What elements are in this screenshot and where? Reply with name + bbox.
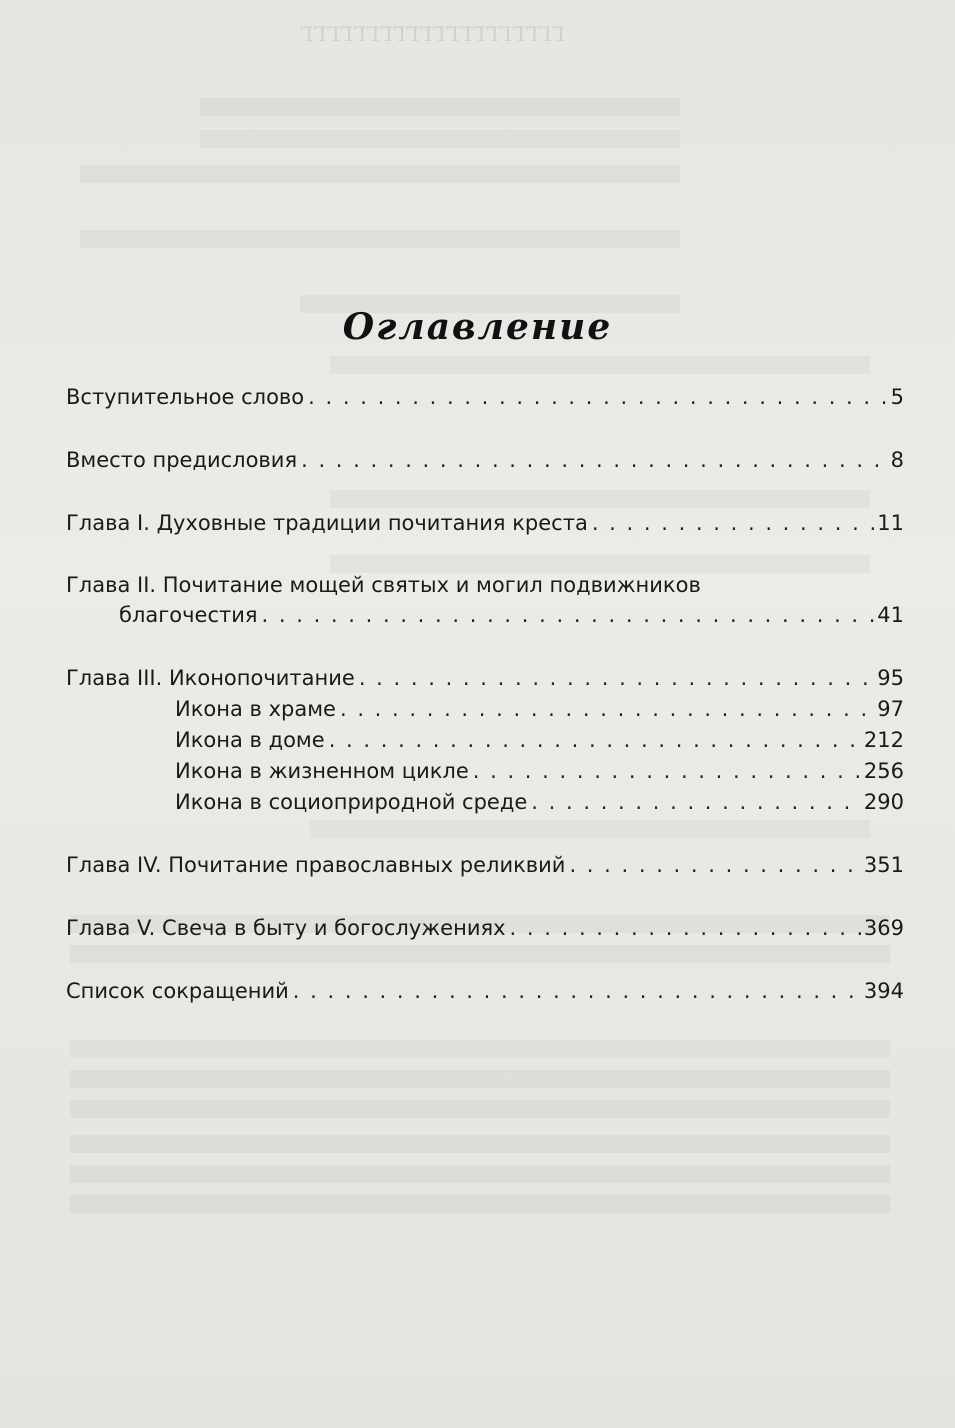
toc-entry[interactable] <box>66 850 904 880</box>
toc-entry-label: Икона в доме <box>175 728 325 752</box>
toc-page-number: 369 <box>863 916 904 940</box>
page-title: Оглавление <box>342 306 613 348</box>
toc-subentry[interactable] <box>175 756 904 786</box>
toc-page-number: 11 <box>877 511 904 535</box>
leader-dots <box>510 913 862 943</box>
toc-page-number: 212 <box>863 728 904 752</box>
toc-entry-label: Глава V. Свеча в быту и богослужениях <box>66 916 506 940</box>
toc-page-number: 290 <box>863 790 904 814</box>
toc-subentry[interactable] <box>175 787 904 817</box>
leader-dots <box>308 382 888 412</box>
toc-page-number: 95 <box>877 666 904 690</box>
toc-entry[interactable] <box>66 445 904 475</box>
toc-page-number: 41 <box>877 603 904 627</box>
toc-entry[interactable] <box>66 913 904 943</box>
toc-entry-label-line1[interactable]: Глава II. Почитание мощей святых и могил подвижников <box>66 573 701 597</box>
toc-page-number: 5 <box>890 385 904 409</box>
leader-dots <box>359 663 875 693</box>
toc-page-number: 256 <box>863 759 904 783</box>
bleed-through-text: ГГГГГГГГГГГГГГГГГГГГ <box>0 0 955 1428</box>
leader-dots <box>301 445 889 475</box>
leader-dots <box>531 787 862 817</box>
toc-entry-label: Глава I. Духовные традиции почитания креста <box>66 511 588 535</box>
leader-dots <box>473 756 862 786</box>
leader-dots <box>569 850 861 880</box>
toc-page-number: 97 <box>877 697 904 721</box>
toc-entry-label: Икона в социоприродной среде <box>175 790 528 814</box>
toc-entry[interactable] <box>66 976 904 1006</box>
toc-page-number: 8 <box>890 448 904 472</box>
leader-dots <box>592 508 875 538</box>
toc-entry-label: Икона в храме <box>175 697 336 721</box>
toc-page-number: 394 <box>863 979 904 1003</box>
toc-entry-label: Икона в жизненном цикле <box>175 759 469 783</box>
toc-entry-label: Глава III. Иконопочитание <box>66 666 355 690</box>
leader-dots <box>329 725 862 755</box>
toc-entry[interactable] <box>66 382 904 412</box>
toc-entry-label: Глава IV. Почитание православных реликвий <box>66 853 566 877</box>
toc-entry[interactable] <box>66 663 904 693</box>
toc-entry[interactable] <box>119 600 904 630</box>
toc-entry-label: Вступительное слово <box>66 385 305 409</box>
toc-entry-label: Список сокращений <box>66 979 289 1003</box>
leader-dots <box>262 600 876 630</box>
toc-subentry[interactable] <box>175 694 904 724</box>
toc-page-number: 351 <box>863 853 904 877</box>
toc-entry[interactable] <box>66 508 904 538</box>
toc-entry-label: благочестия <box>119 603 258 627</box>
toc-subentry[interactable] <box>175 725 904 755</box>
toc-entry-label: Вместо предисловия <box>66 448 298 472</box>
leader-dots <box>340 694 875 724</box>
leader-dots <box>293 976 862 1006</box>
